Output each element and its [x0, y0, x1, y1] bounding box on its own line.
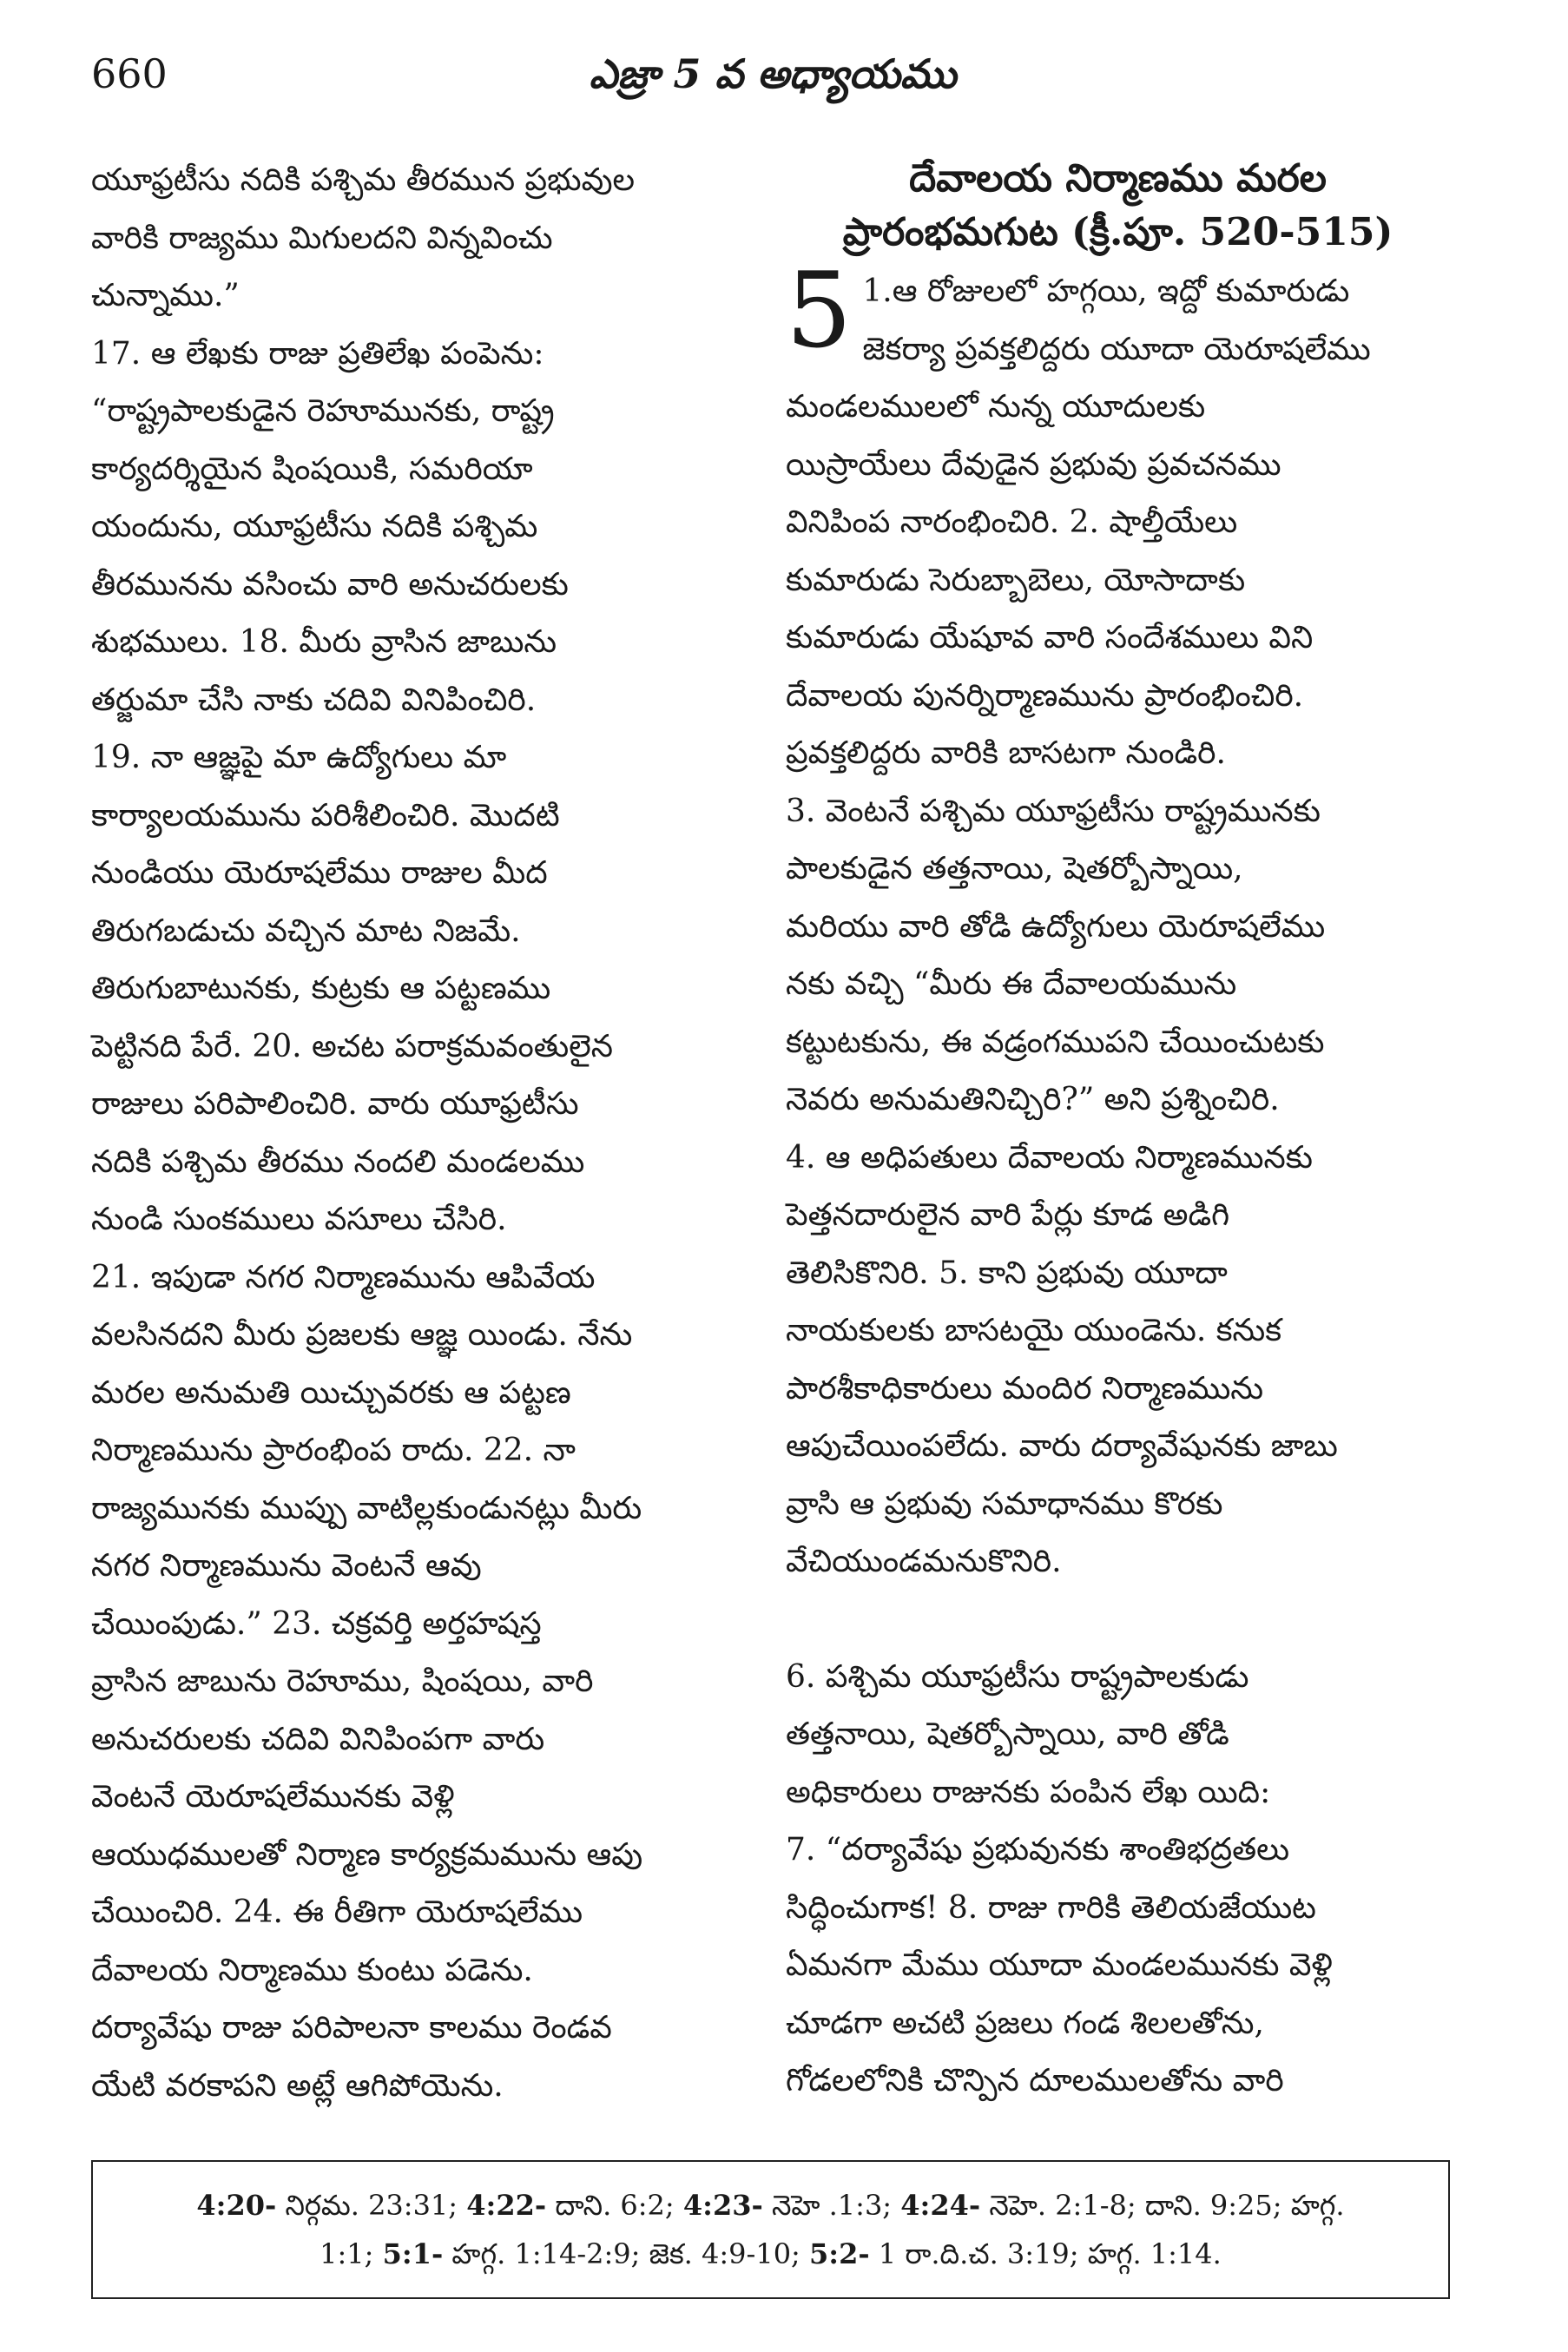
right-column-paragraph-verse-6: 6. పశ్చిమ యూఫ్రటీసు రాష్ట్రపాలకుడు తత్తనాయి, షెతర్బోస్నాయి, వారి తోడి అధికారులు రాజునకు పంపిన లేఖ యిది: 7. “దర్యావేషు ప్రభువునకు శాంతిభద్రతలు సిద్ధించుగాక! 8. రాజు గారికి తెలియజేయుట ఏమనగా మేము యూదా మండలమునకు వెళ్లి చూడగా అచటి ప్రజలు గండ శిలలతోను, గోడలలోనికి చొన్పిన దూలములతోను వారి [786, 1658, 1333, 2098]
footnote-ref: 5:2- [809, 2237, 870, 2270]
cross-reference-box [91, 2160, 1450, 2299]
footnote-ref: 4:22- [466, 2189, 547, 2222]
footnote-text: దాని. 6:2; [546, 2189, 683, 2222]
footnote-text: నెహె .1:3; [762, 2189, 901, 2222]
footnote-line-1 [119, 2181, 1422, 2230]
chapter-text: 1.ఆ రోజులలో హగ్గయి, ఇద్దో కుమారుడు జెకర్యా ప్రవక్తలిద్దరు యూదా యెరూషలేము మండలములలో నున్న యూదులకు యిస్రాయేలు దేవుడైన ప్రభువు ప్రవచనము వినిపింప నారంభించిరి. 2. షాల్తీయేలు కుమారుడు సెరుబ్బాబెలు, యోసాదాకు కుమారుడు యేషూవ వారి సందేశములు విని దేవాలయ పునర్నిర్మాణమును ప్రారంభించిరి. ప్రవక్తలిద్దరు వారికి బాసటగా నుండిరి. 3. వెంటనే పశ్చిమ యూఫ్రటీసు రాష్ట్రమునకు పాలకుడైన తత్తనాయి, షెతర్బోస్నాయి, మరియు వారి తోడి ఉద్యోగులు యెరూషలేము నకు వచ్చి “మీరు ఈ దేవాలయమును కట్టుటకును, ఈ వడ్రంగముపని చేయించుటకు నెవరు అనుమతినిచ్చిరి?” అని ప్రశ్నించిరి. 4. ఆ అధిపతులు దేవాలయ నిర్మాణమునకు పెత్తనదారులైన వారి పేర్లు కూడ అడిగి తెలిసికొనిరి. 5. కాని ప్రభువు యూదా నాయకులకు బాసటయై యుండెను. కనుక పారశీకాధికారులు మందిర నిర్మాణమును ఆపుచేయింపలేదు. వారు దర్యావేషునకు జాబు వ్రాసి ఆ ప్రభువు సమాధానము కొరకు వేచియుండమనుకొనిరి. [786, 273, 1371, 1579]
footnote-text: నెహె. 2:1-8; దాని. 9:25; హగ్గ. [980, 2189, 1345, 2222]
footnote-ref: 4:24- [900, 2189, 981, 2222]
footnote-text: 1 రా.ది.చ. 3:19; హగ్గ. 1:14. [869, 2237, 1222, 2270]
section-heading: దేవాలయ నిర్మాణము మరల ప్రారంభమగుట (క్రీ.పూ. 520-515) [842, 156, 1393, 254]
chapter-5-block [786, 251, 1450, 1591]
footnote-text: నిర్గమ. 23:31; [276, 2189, 467, 2222]
footnote-ref: 4:23- [682, 2189, 763, 2222]
footnote-line-2 [119, 2230, 1422, 2278]
left-column-text: యూఫ్రటీసు నదికి పశ్చిమ తీరమున ప్రభువుల వారికి రాజ్యము మిగులదని విన్నవించు చున్నాము.” [91, 162, 636, 313]
left-column [91, 152, 786, 2114]
page-number: 660 [91, 50, 168, 97]
left-column-text-verse-17: 17. ఆ లేఖకు రాజు ప్రతిలేఖ పంపెను: “రాష్ట్రపాలకుడైన రెహూమునకు, రాష్ట్ర కార్యదర్శియైన షింషయికి, సమరియా యందును, యూఫ్రటీసు నదికి పశ్చిమ తీరమునను వసించు వారి అనుచరులకు శుభములు. 18. మీరు వ్రాసిన జాబును తర్జుమా చేసి నాకు చదివి వినిపించిరి. 19. నా ఆజ్ఞపై మా ఉద్యోగులు మా కార్యాలయమును పరిశీలించిరి. మొదటి నుండియు యెరూషలేము రాజుల మీద తిరుగబడుచు వచ్చిన మాట నిజమే. తిరుగుబాటునకు, కుట్రకు ఆ పట్టణము పెట్టినది పేరే. 20. అచట పరాక్రమవంతులైన రాజులు పరిపాలించిరి. వారు యూఫ్రటీసు నదికి పశ్చిమ తీరము నందలి మండలము నుండి సుంకములు వసూలు చేసిరి. 21. ఇపుడా నగర నిర్మాణమును ఆపివేయ వలసినదని మీరు ప్రజలకు ఆజ్ఞ యిండు. నేను మరల అనుమతి యిచ్చువరకు ఆ పట్టణ నిర్మాణమును ప్రారంభింప రాదు. 22. నా రాజ్యమునకు ముప్పు వాటిల్లకుండునట్లు మీరు నగర నిర్మాణమును వెంటనే ఆవు చేయింపుడు.” 23. చక్రవర్తి అర్తహషస్త వ్రాసిన జాబును రెహూము, షింషయి, వారి అనుచరులకు చదివి వినిపింపగా వారు వెంటనే యెరూషలేమునకు వెళ్లి ఆయుధములతో నిర్మాణ కార్యక్రమమును ఆపు చేయించిరి. 24. ఈ రీతిగా యెరూషలేము దేవాలయ నిర్మాణము కుంటు పడెను. దర్యావేషు రాజు పరిపాలనా కాలము రెండవ యేటి వరకాపని అట్లే ఆగిపోయెను. [91, 335, 643, 2104]
footnote-text: హగ్గ. 1:14-2:9; జెక. 4:9-10; [443, 2237, 810, 2270]
footnote-text: 1:1; [320, 2237, 383, 2270]
right-column [786, 152, 1450, 2114]
page-header [91, 50, 1454, 120]
chapter-number: 5 [786, 251, 853, 372]
paragraph-gap [786, 1591, 1450, 1649]
footnote-ref: 5:1- [382, 2237, 444, 2270]
running-title: ఎజ్రా 5 వ అధ్యాయము [589, 50, 957, 97]
footnote-ref: 4:20- [196, 2189, 277, 2222]
